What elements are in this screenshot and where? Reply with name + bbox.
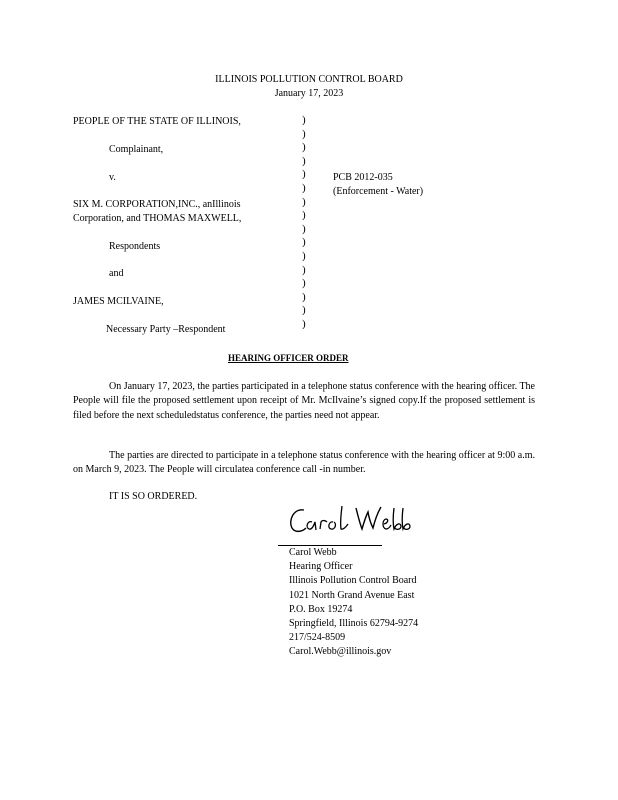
order-title: HEARING OFFICER ORDER [228, 353, 349, 363]
closing-statement: IT IS SO ORDERED. [109, 491, 198, 502]
order-paragraph-2: The parties are directed to participate in a telephone status conference with the hearing officer at 9:00 a.m. on March 9, 2023. The People will circulatea conference call -in number. [73, 450, 535, 476]
paren: ) [302, 277, 306, 290]
agency-heading: ILLINOIS POLLUTION CONTROL BOARD [215, 74, 403, 85]
paren: ) [302, 181, 306, 194]
paren: ) [302, 249, 306, 262]
paren: ) [302, 195, 306, 208]
complainant-name: PEOPLE OF THE STATE OF ILLINOIS, [73, 116, 241, 127]
signer-po-box: P.O. Box 19274 [289, 603, 353, 615]
paren: ) [302, 168, 306, 181]
signer-organization: Illinois Pollution Control Board [289, 575, 417, 587]
paren: ) [302, 304, 306, 317]
caption-parenthesis-column [302, 114, 306, 332]
signer-title: Hearing Officer [289, 561, 353, 573]
order-date: January 17, 2023 [274, 88, 344, 99]
case-number: PCB 2012-035 [333, 172, 393, 183]
paren: ) [302, 263, 306, 276]
signer-city: Springfield, Illinois 62794-9274 [289, 618, 419, 630]
order-paragraph-1: On January 17, 2023, the parties participated in a telephone status conference with the hearing officer. The People will file the proposed settlement upon receipt of Mr. McIlvaine’s signed copy.If the proposed settlement is filed before the next scheduledstatus conference, the parties need not appear. [73, 381, 535, 421]
signer-name: Carol Webb [289, 547, 337, 558]
signer-phone: 217/524-8509 [289, 632, 346, 644]
respondents-label: Respondents [109, 241, 161, 252]
respondent-name-line2: Corporation, and THOMAS MAXWELL, [73, 213, 242, 224]
paren: ) [302, 209, 306, 222]
versus-label: v. [109, 172, 116, 183]
paren: ) [302, 236, 306, 249]
paren: ) [302, 290, 306, 303]
complainant-label: Complainant, [109, 144, 164, 155]
party-label: Necessary Party –Respondent [106, 324, 226, 335]
signer-street: 1021 North Grand Avenue East [289, 589, 415, 601]
paren: ) [302, 317, 306, 330]
case-type: (Enforcement - Water) [333, 186, 424, 197]
paren: ) [302, 222, 306, 235]
paren: ) [302, 154, 306, 167]
paren: ) [302, 141, 306, 154]
paren: ) [302, 127, 306, 140]
respondent-name-line1: SIX M. CORPORATION,INC., anIllinois [73, 199, 241, 210]
paren: ) [302, 114, 306, 126]
signer-email: Carol.Webb@illinois.gov [289, 646, 392, 658]
party-name: JAMES MCILVAINE, [73, 296, 164, 307]
signature-block [289, 546, 418, 660]
and-label: and [109, 268, 124, 279]
handwritten-signature [286, 500, 416, 540]
